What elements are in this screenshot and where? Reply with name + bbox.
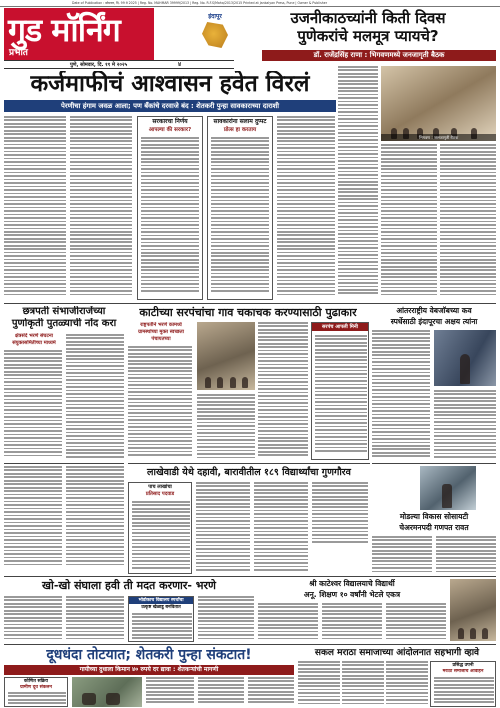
bottom-right-box-sub: मराठा समाजाचे आवाहन bbox=[442, 669, 484, 674]
row2-right-headline-1: आंतरराष्ट्रीय वेबजाॅबच्या कव bbox=[396, 306, 472, 315]
lead-box-b bbox=[207, 116, 273, 300]
row2-left-headline-2: पुर्णाकृती पुतळ्याची नोंद करा bbox=[11, 318, 117, 329]
row3-right-headline-1: मोडल्या विकास सोसायटी bbox=[399, 512, 469, 521]
bottom-box-title: कोणित सक्रिय bbox=[24, 679, 48, 684]
divider-kho-kho bbox=[4, 463, 124, 464]
logo-sub: प्रभात bbox=[9, 48, 28, 58]
publication-strip bbox=[0, 0, 500, 7]
row3-right-headline-2: चेअरमनपदी गणपत रावत bbox=[399, 523, 469, 532]
row2-mid-sub-2: ग्रामस्थांच्या मुक्त स्वच्छता bbox=[138, 329, 184, 335]
lead-box-b-sub: प्रोत्स हा करताय bbox=[223, 127, 257, 133]
date-line: पुणे, सोमवार, दि. ११ मे २०२५ bbox=[70, 62, 128, 68]
row2-mid-sub-3: पंचायतच्या bbox=[151, 336, 171, 342]
row2-right-column-2 bbox=[434, 390, 496, 460]
row2-mid-sub-1: राष्ट्रपतीने भरणे कामध्ये bbox=[140, 322, 182, 328]
top-right-headline-2: पुणेकरांचे मलमूत्र प्यायचे? bbox=[297, 27, 439, 45]
row4-mid-column-1 bbox=[258, 603, 318, 643]
lead-box-a bbox=[137, 116, 203, 300]
row4-column-2 bbox=[66, 596, 124, 642]
bottom-column-4 bbox=[198, 677, 244, 707]
bottom-right-headline: सकल मराठा समाजाच्या आंदोलनात सहभागी व्हावे bbox=[314, 648, 480, 658]
row4-right-photo bbox=[450, 579, 496, 641]
badge-label: इंदापूर bbox=[208, 13, 222, 20]
row3-right-column-2 bbox=[436, 536, 496, 576]
row2-right-column-1 bbox=[372, 330, 430, 460]
lead-headline: कर्जमाफीचं आश्वासन हवेत विरलं bbox=[30, 71, 310, 97]
row4-box-title: भोडोकाच विद्यालय स्पर्धांचा bbox=[129, 597, 193, 604]
row2-mid-column-3 bbox=[258, 322, 308, 460]
top-right-byline: डॉ. राजेंद्रसिंह राणा : भिगवणमध्ये जनजागृती बैठक bbox=[262, 50, 496, 61]
page-number: ४ bbox=[178, 61, 182, 68]
row3-headline: लाखेवाडी येथे दहावी, बारावीतील १८९ विद्यार्थ्यांचा गुणगौरव bbox=[147, 467, 351, 478]
bottom-right-column-1 bbox=[298, 661, 340, 707]
row2-mid-column-2 bbox=[197, 394, 255, 460]
top-right-column-1 bbox=[338, 66, 378, 300]
bottom-right-column-2 bbox=[342, 661, 384, 707]
top-right-column-2 bbox=[381, 144, 437, 300]
row2-left-sub-1: क्षेत्रसंदे भरणे संघटना bbox=[15, 333, 53, 339]
bottom-column-5 bbox=[248, 677, 294, 707]
bottom-strap: गायीच्या दुधाला किमान ४० रुपये दर द्यावा : शेतकऱ्यांची मागणी bbox=[4, 665, 294, 675]
row3-left-column-2 bbox=[66, 466, 124, 568]
row4-column-1 bbox=[4, 596, 62, 642]
top-right-headline-1: उजनीकाठच्यांनी किती दिवस bbox=[290, 9, 446, 27]
row2-mid-photo bbox=[197, 322, 255, 390]
date-line-bar bbox=[4, 60, 234, 69]
row2-right-photo bbox=[434, 330, 496, 386]
bottom-box bbox=[4, 677, 68, 707]
masthead-badge bbox=[196, 10, 234, 54]
top-right-photo-caption: भिगवण : जलजागृती बैठक bbox=[381, 134, 496, 141]
bottom-right-box-title: प्रसिद्ध उपनी bbox=[452, 663, 474, 668]
row4-box bbox=[128, 596, 194, 642]
bottom-right-column-3 bbox=[386, 661, 428, 707]
top-right-column-3 bbox=[440, 144, 496, 300]
row3-column-3 bbox=[254, 482, 308, 574]
row4-headline: खो-खो संघाला हवी ती मदत करणार- भरणे bbox=[42, 579, 216, 592]
lead-box-a-title: सरकारचा निर्णय bbox=[152, 118, 188, 125]
bottom-column-3 bbox=[146, 677, 194, 707]
row2-left-sub-2: संयुक्तसमितीच्या माध्यमे bbox=[12, 340, 56, 346]
row2-mid-side-box-title: सरपंच आपली मिनी bbox=[312, 323, 368, 331]
row3-box-title: पाच लाखांचा bbox=[148, 484, 172, 490]
logo-title: गुड मॉर्निंग bbox=[8, 11, 120, 49]
lead-column-5 bbox=[277, 116, 335, 300]
row2-mid-side-box bbox=[311, 322, 369, 460]
divider-row-3 bbox=[128, 463, 370, 464]
divider-row-4 bbox=[4, 576, 496, 577]
row3-box bbox=[128, 482, 192, 574]
row4-column-4 bbox=[198, 596, 254, 642]
row3-left-column-1 bbox=[4, 466, 62, 568]
row3-column-4 bbox=[312, 482, 368, 544]
lead-column-2 bbox=[70, 116, 132, 300]
divider-row-2 bbox=[4, 303, 496, 304]
row2-left-column-2 bbox=[66, 334, 124, 460]
row3-right-photo bbox=[420, 466, 476, 510]
row2-left-column-1 bbox=[4, 350, 62, 460]
row3-box-sub: प्रतिसाद पदवाड bbox=[145, 491, 175, 497]
bottom-box-sub: ग्रामीण दूध संकलन bbox=[20, 685, 52, 690]
row4-mid-column-3 bbox=[386, 603, 446, 643]
row2-left-headline-1: छत्रपती संभाजीराजेंच्या bbox=[22, 306, 106, 317]
lead-box-a-sub: आपल्या की सरकार? bbox=[148, 127, 192, 133]
divider-bottom bbox=[4, 644, 496, 645]
bottom-photo bbox=[72, 677, 142, 707]
bottom-right-box bbox=[430, 661, 496, 707]
lead-column-1 bbox=[4, 116, 66, 300]
lead-box-b-title: सावकारांना सलाम दुप्पट bbox=[213, 118, 267, 125]
masthead-logo bbox=[4, 8, 154, 60]
row4-mid-headline-1: श्री काटेश्वर विद्यालयाचे विद्यार्थी bbox=[309, 579, 395, 588]
row4-box-sub: उत्कृष्ट खेळाडू बनवितात bbox=[141, 605, 181, 610]
row2-right-headline-2: स्पर्धेसाठी इंदापूरचा अक्षय त्यांना bbox=[390, 317, 478, 326]
row3-right-column-1 bbox=[372, 536, 432, 576]
bottom-headline: दूधधंदा तोटयात; शेतकरी पुन्हा संकटात! bbox=[46, 647, 252, 663]
top-right-photo bbox=[381, 66, 496, 141]
divider-row-3-right bbox=[372, 463, 496, 464]
row2-mid-box bbox=[128, 322, 194, 460]
lead-strap: पेरणीचा हंगाम जवळ आला; पण बँकांचे दरवाजे बंद : शेतकरी पुन्हा सावकाराच्या दाराशी bbox=[4, 100, 336, 112]
row3-column-2 bbox=[196, 482, 250, 574]
city-map-icon bbox=[202, 22, 228, 48]
publication-strip-text: Date of Publication : सोमवार, दि. 99 मे 2025 | Reg. No. MAHMAR 39999/2013 | Reg. No. R.F.S/Maha/2013/2015 Printed at Jankalyan Press, Pune | Owner & Publisher bbox=[72, 1, 328, 5]
row2-mid-headline: काटीच्या सरपंचांचा गाव चकाचक करण्यासाठी पुढाकार bbox=[139, 306, 357, 319]
row4-mid-headline-2: अनू. शिक्षण १० वर्षांनी भेटले एकत्र bbox=[303, 590, 401, 599]
row4-mid-column-2 bbox=[322, 603, 382, 643]
